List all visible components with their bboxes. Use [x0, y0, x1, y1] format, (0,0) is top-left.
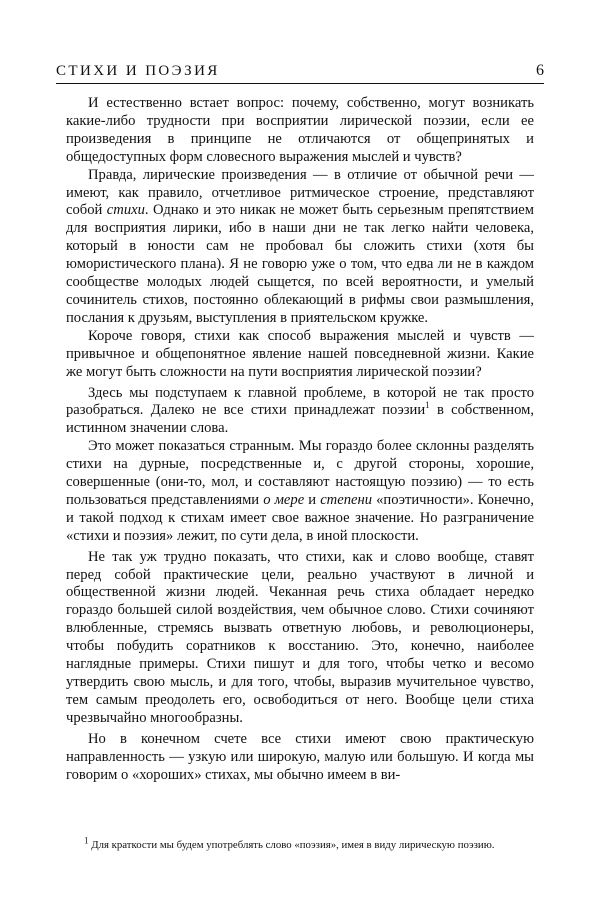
paragraph-5: Это может показаться странным. Мы гораздо более склонны разделять стихи на дурные, посредственные и, с другой стороны, хорошие, совершенные (они-то, мол, и составляют настоящую поэзию) — то есть пользоваться представлениями о мере и степени «поэтичности». Конечно, и такой подход к стихам имеет свое важное значение. Но разграничение «стихи и поэзия» лежит, по сути дела, в иной плоскости. [66, 438, 534, 544]
footnote-number: 1 [84, 835, 89, 846]
footnote: $^1$ Для краткости мы будем употреблять слово «поэзия», имея в виду лирическую поэзию. [84, 835, 495, 851]
paragraph-1: И естественно встает вопрос: почему, собственно, могут возникать какие-либо трудности при восприятии лирической поэзии, если ее произведения в принципе не отличаются от общепринятых и общедоступных форм словесного выражения мыслей и чувств? [66, 95, 534, 165]
paragraph-3: Короче говоря, стихи как способ выражения мыслей и чувств — привычное и общепонятное явление нашей повседневной жизни. Какие же могут быть сложности на пути восприятия лирической поэзии? [66, 327, 534, 380]
paragraph-6: Не так уж трудно показать, что стихи, как и слово вообще, ставят перед собой практические цели, реально участвуют в личной и общественной жизни людей. Чеканная речь стиха обладает нередко гораздо большей силой воздействия, чем обычное слово. Стихи сочиняют влюбленные, стремясь вызвать ответную любовь, и революционеры, чтобы побудить соратников к восстанию. Это, конечно, наиболее наглядные примеры. Стихи пишут и для того, чтобы четко и весомо утвердить свою мысль, и для того, чтобы, выразив мучительное чувство, тем самым преодолеть его, освободиться от него. Вообще цели стиха чрезвычайно многообразны. [66, 548, 534, 726]
page-number: 6 [536, 62, 544, 79]
footnote-marker[interactable]: 1 [425, 400, 430, 411]
running-title: СТИХИ И ПОЭЗИЯ [56, 63, 220, 79]
header-rule [56, 83, 544, 84]
body-text [66, 95, 534, 784]
page-header [56, 56, 544, 80]
paragraph-2: Правда, лирические произведения — в отличие от обычной речи — имеют, как правило, отчетливое ритмическое строение, представляют собой стихи. Однако и это никак не может быть серьезным препятствием для восприятия лирики, ибо в наши дни не так легко найти человека, который в юности сам не пробовал бы сложить стихи (хотя бы юмористического плана). Я не говорю уже о том, что едва ли не в каждом сообществе молодых людей сыщется, по всей вероятности, и умелый сочинитель стихов, постоянно облекающий в рифмы свои размышления, послания к друзьям, выступления в приятельском кружке. [66, 166, 534, 326]
emphasis-o-mere: о мере [263, 491, 305, 508]
paragraph-7: Но в конечном счете все стихи имеют свою практическую направленность — узкую или широкую, малую или большую. И когда мы говорим о «хороших» стихах, мы обычно имеем в ви- [66, 730, 534, 783]
emphasis-stepeni: степени [320, 491, 373, 508]
paragraph-4: Здесь мы подступаем к главной проблеме, в которой не так просто разобраться. Далеко не все стихи принадлежат поэзии$^1$ в собственном, истинном значении слова. [66, 384, 535, 437]
emphasis-stikhi: стихи [106, 202, 145, 219]
